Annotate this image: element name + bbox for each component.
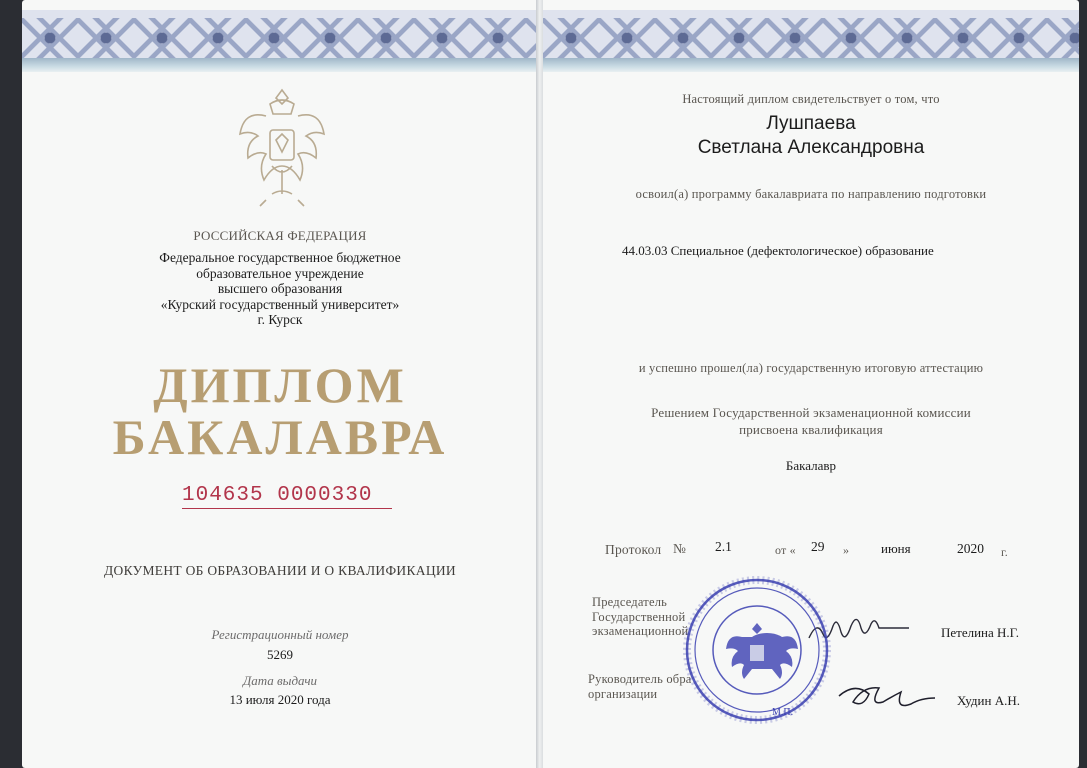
org-line: г. Курск xyxy=(257,312,303,327)
graduate-name: Светлана Александровна xyxy=(697,137,925,158)
head-name: Худин А.Н. xyxy=(957,693,1020,708)
year-suffix: г. xyxy=(1001,545,1008,559)
chair-title-line: экзаменационной xyxy=(592,624,689,638)
protocol-number: 2.1 xyxy=(715,539,732,554)
attestation-text: и успешно прошел(ла) государственную итоговую аттестацию xyxy=(638,361,984,375)
graduate-surname: Лушпаева xyxy=(766,113,856,134)
issue-date: 13 июля 2020 года xyxy=(229,692,331,707)
registration-label: Регистрационный номер xyxy=(211,627,349,642)
diploma-title-line2: БАКАЛАВРА xyxy=(112,409,448,465)
date-close-quote: » xyxy=(843,543,850,557)
date-from-label: от « xyxy=(775,543,796,557)
protocol-number-sign: № xyxy=(673,541,687,556)
protocol-day: 29 xyxy=(811,539,825,554)
organization-block xyxy=(22,250,538,328)
qualification: Бакалавр xyxy=(785,458,837,473)
official-seal-icon xyxy=(682,575,832,725)
country-name: РОССИЙСКАЯ ФЕДЕРАЦИЯ xyxy=(193,228,367,243)
coat-of-arms-icon xyxy=(236,86,328,210)
org-line: Федеральное государственное бюджетное xyxy=(159,250,401,265)
head-title-line: Руководитель обра xyxy=(588,672,692,686)
commission-line1: Решением Государственной экзаменационной комиссии xyxy=(651,405,971,420)
protocol-year: 2020 xyxy=(957,541,984,556)
registration-number: 5269 xyxy=(267,647,293,662)
org-line: образовательное учреждение xyxy=(196,265,364,281)
ornamental-band-right xyxy=(543,10,1079,72)
org-line: высшего образования xyxy=(217,281,343,296)
commission-line2: присвоена квалификация xyxy=(739,422,883,437)
head-title-line: организации xyxy=(588,687,658,701)
chair-title-line: Государственной xyxy=(592,609,686,624)
org-line: «Курский государственный университет» xyxy=(160,296,400,312)
ornamental-band-left xyxy=(22,10,538,72)
chair-title-line: Председатель xyxy=(592,595,668,609)
document-type: ДОКУМЕНТ ОБ ОБРАЗОВАНИИ И О КВАЛИФИКАЦИИ xyxy=(104,563,456,578)
certifies-text: Настоящий диплом свидетельствует о том, что xyxy=(682,92,940,106)
issue-date-label: Дата выдачи xyxy=(242,673,318,688)
serial-number: 104635 0000330 xyxy=(182,484,392,509)
protocol-label: Протокол xyxy=(605,542,662,557)
program-name: 44.03.03 Специальное (дефектологическое) образование xyxy=(622,243,934,258)
program-intro: освоил(а) программу бакалавриата по направлению подготовки xyxy=(635,187,987,201)
head-signature-icon xyxy=(833,672,943,716)
chair-name: Петелина Н.Г. xyxy=(941,625,1019,640)
seal-mark-label: М.П. xyxy=(772,707,794,718)
diploma-left-page xyxy=(22,0,538,768)
diploma-title-line1: ДИПЛОМ xyxy=(153,357,407,413)
chair-title xyxy=(592,595,688,639)
protocol-month: июня xyxy=(881,541,911,556)
head-title xyxy=(588,672,692,702)
